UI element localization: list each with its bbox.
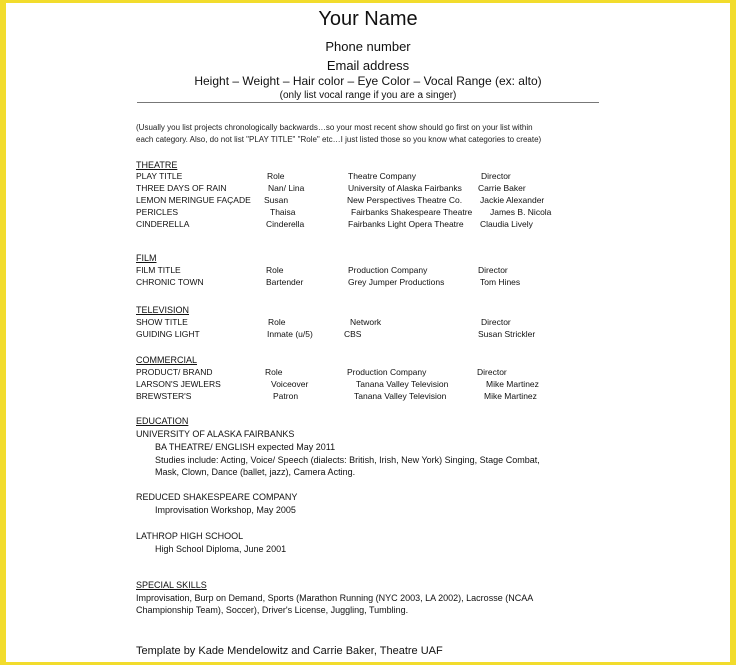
cell-title: PRODUCT/ BRAND xyxy=(136,367,213,377)
cell-role: Role xyxy=(266,265,284,275)
cell-company: Theatre Company xyxy=(348,171,417,181)
special-skills-line: Championship Team), Soccer), Driver's License, Juggling, Tumbling. xyxy=(136,605,409,615)
cell-company: Fairbanks Shakespeare Theatre xyxy=(351,207,473,217)
cell-role: Bartender xyxy=(266,277,304,287)
cell-title: CINDERELLA xyxy=(136,219,190,229)
cell-company: Tanana Valley Television xyxy=(354,391,447,401)
education-school: UNIVERSITY OF ALASKA FAIRBANKS xyxy=(136,429,295,439)
cell-role: Voiceover xyxy=(271,379,309,389)
cell-role: Susan xyxy=(264,195,289,205)
section-film-heading: FILM xyxy=(136,253,157,263)
education-school: LATHROP HIGH SCHOOL xyxy=(136,531,244,541)
cell-company: University of Alaska Fairbanks xyxy=(348,183,462,193)
table-row xyxy=(6,317,730,329)
cell-company: Fairbanks Light Opera Theatre xyxy=(348,219,464,229)
section-special-skills-heading: SPECIAL SKILLS xyxy=(136,580,207,590)
table-row xyxy=(6,183,730,195)
cell-company: New Perspectives Theatre Co. xyxy=(347,195,463,205)
instructions-line-1: (Usually you list projects chronologically backwards…so your most recent show should go first on your list within xyxy=(136,123,533,132)
cell-title: SHOW TITLE xyxy=(136,317,188,327)
special-skills-line: Improvisation, Burp on Demand, Sports (Marathon Running (NYC 2003, LA 2002), Lacrosse (NCAA xyxy=(136,593,534,603)
header-divider xyxy=(137,102,599,103)
cell-company: Production Company xyxy=(347,367,427,377)
cell-director: Carrie Baker xyxy=(478,183,526,193)
cell-director: Jackie Alexander xyxy=(480,195,545,205)
cell-role: Role xyxy=(265,367,283,377)
cell-director: Director xyxy=(481,317,511,327)
template-credit: Template by Kade Mendelowitz and Carrie Baker, Theatre UAF xyxy=(136,645,443,657)
cell-role: Role xyxy=(268,317,286,327)
cell-title: GUIDING LIGHT xyxy=(136,329,200,339)
cell-title: THREE DAYS OF RAIN xyxy=(136,183,227,193)
cell-director: Director xyxy=(477,367,507,377)
cell-title: FILM TITLE xyxy=(136,265,181,275)
cell-role: Thaisa xyxy=(270,207,296,217)
section-television-heading: TELEVISION xyxy=(136,305,190,315)
education-detail: Mask, Clown, Dance (ballet, jazz), Camera Acting. xyxy=(155,467,356,477)
cell-role: Nan/ Lina xyxy=(268,183,305,193)
section-education-heading: EDUCATION xyxy=(136,416,189,426)
cell-role: Inmate (u/5) xyxy=(267,329,313,339)
email-address: Email address xyxy=(326,58,410,73)
cell-role: Role xyxy=(267,171,285,181)
cell-director: Director xyxy=(478,265,508,275)
education-school: REDUCED SHAKESPEARE COMPANY xyxy=(136,492,298,502)
resume-name: Your Name xyxy=(318,8,418,30)
education-detail: High School Diploma, June 2001 xyxy=(155,544,287,554)
table-row xyxy=(6,265,730,277)
section-theatre-heading: THEATRE xyxy=(136,160,178,170)
cell-director: Mike Martinez xyxy=(484,391,537,401)
cell-company: Tanana Valley Television xyxy=(356,379,449,389)
vocal-note: (only list vocal range if you are a singer) xyxy=(279,90,457,101)
cell-role: Cinderella xyxy=(266,219,305,229)
cell-company: Network xyxy=(350,317,382,327)
table-row xyxy=(6,277,730,289)
resume-page xyxy=(6,3,730,662)
instructions-line-2: each category. Also, do not list "PLAY TITLE" "Role" etc…I just listed those so you know what categories to create) xyxy=(136,135,542,144)
cell-director: Mike Martinez xyxy=(486,379,539,389)
table-row xyxy=(6,207,730,219)
cell-director: Director xyxy=(481,171,511,181)
cell-title: PERICLES xyxy=(136,207,179,217)
cell-company: Grey Jumper Productions xyxy=(348,277,445,287)
education-detail: BA THEATRE/ ENGLISH expected May 2011 xyxy=(155,442,336,452)
table-row xyxy=(6,195,730,207)
cell-title: PLAY TITLE xyxy=(136,171,183,181)
cell-role: Patron xyxy=(273,391,299,401)
education-detail: Studies include: Acting, Voice/ Speech (dialects: British, Irish, New York) Singing, Stage Combat, xyxy=(155,455,540,465)
education-detail: Improvisation Workshop, May 2005 xyxy=(155,505,296,515)
table-row xyxy=(6,367,730,379)
cell-director: Susan Strickler xyxy=(478,329,536,339)
cell-title: LARSON'S JEWLERS xyxy=(136,379,221,389)
phone-number: Phone number xyxy=(325,39,411,54)
table-row xyxy=(6,391,730,403)
cell-director: Tom Hines xyxy=(480,277,521,287)
table-row xyxy=(6,219,730,231)
cell-director: Claudia Lively xyxy=(480,219,533,229)
section-commercial-heading: COMMERCIAL xyxy=(136,355,198,365)
cell-director: James B. Nicola xyxy=(490,207,552,217)
table-row xyxy=(6,329,730,341)
cell-company: CBS xyxy=(344,329,362,339)
physical-stats: Height – Weight – Hair color – Eye Color – Vocal Range (ex: alto) xyxy=(194,74,542,88)
table-row xyxy=(6,379,730,391)
cell-title: LEMON MERINGUE FAÇADE xyxy=(136,195,251,205)
table-row xyxy=(6,171,730,183)
cell-title: BREWSTER'S xyxy=(136,391,192,401)
cell-title: CHRONIC TOWN xyxy=(136,277,204,287)
cell-company: Production Company xyxy=(348,265,428,275)
